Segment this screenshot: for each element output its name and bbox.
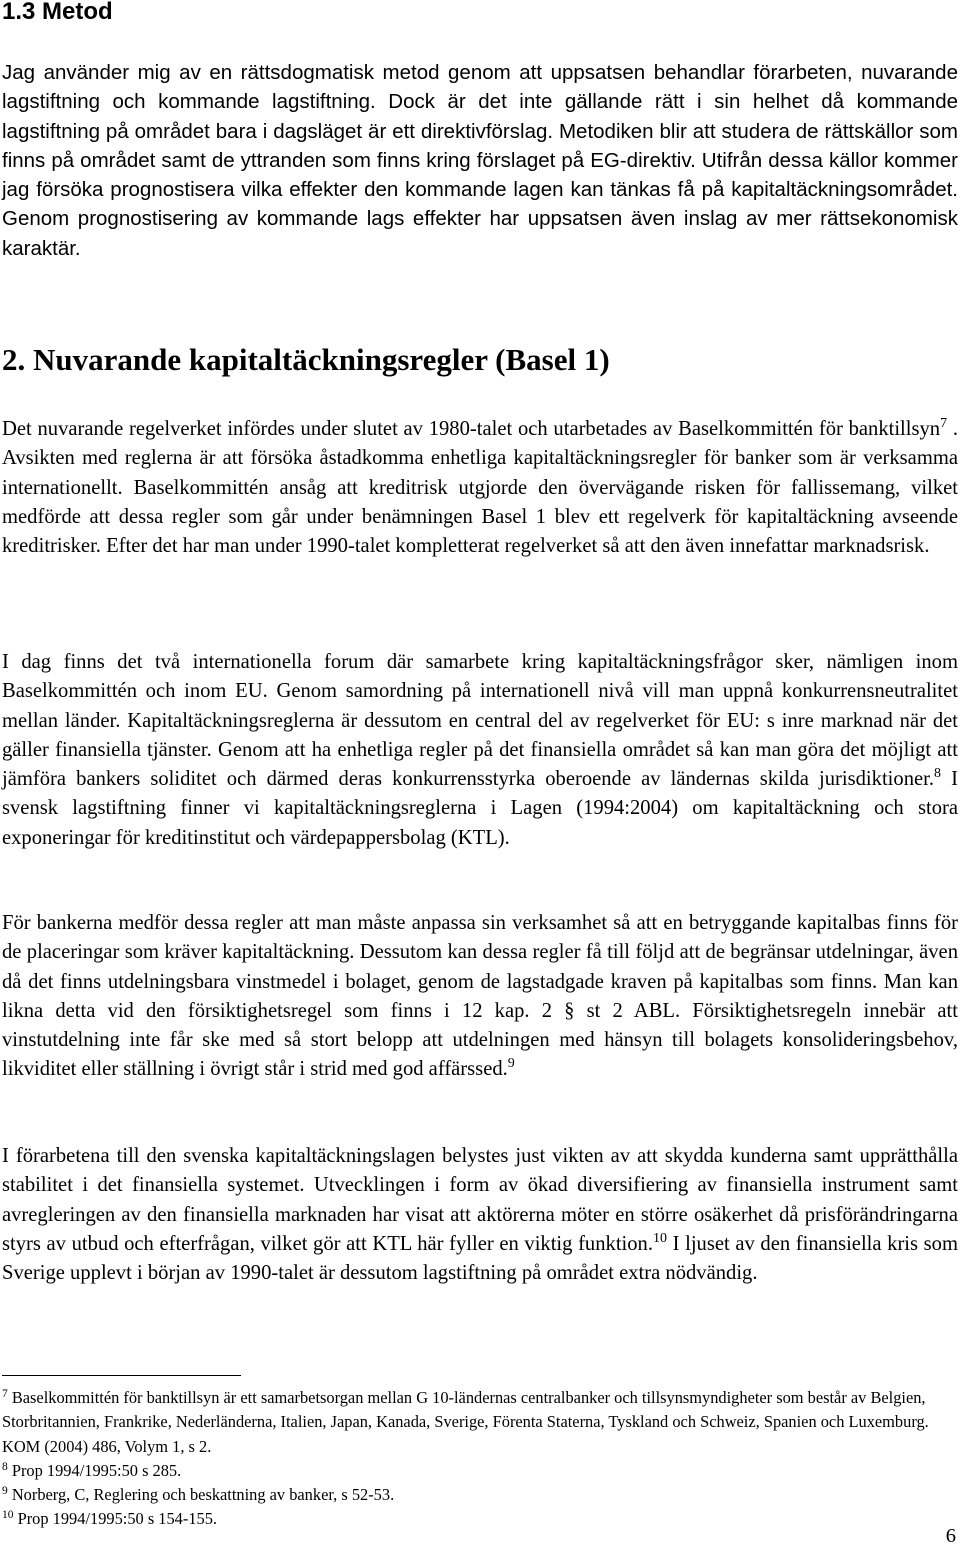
footnote-divider (2, 1375, 241, 1376)
paragraph-text: I dag finns det två internationella forum där samarbete kring kapitaltäckningsfrågor sker, nämligen inom Baselkommittén och inom EU. Genom samordning på internationell nivå vill man uppnå konkurrensneutralitet mellan länder. Kapitaltäckningsreglerna är dessutom en central del av regelverket för EU: s inre marknad när det gäller finansiella tjänster. Genom att ha enhetliga regler på det finansiella området så kan man göra det möjligt att jämföra bankers soliditet och därmed deras konkurrensstyrka oberoende av ländernas skilda jurisdiktioner. (2, 651, 958, 791)
page-number: 6 (945, 1525, 956, 1547)
footnote-ref-7: 7 (940, 416, 948, 431)
footnote-ref-9: 9 (507, 1056, 515, 1072)
footnote-ref-8: 8 (934, 766, 941, 782)
body-paragraph-3 (2, 909, 958, 1085)
footnote-9 (2, 1483, 952, 1507)
footnote-text: Prop 1994/1995:50 s 285. (7, 1460, 182, 1480)
footnote-number: 10 (2, 1509, 14, 1522)
paragraph-text: I förarbetena till den svenska kapitaltäckningslagen belystes just vikten av att skydda kunderna samt upprätthålla stabilitet i det finansiella systemet. Utvecklingen i form av ökad diversifiering av finansiella instrument samt avregleringen av den finansiella marknaden har visat att aktörerna möter en större osäkerhet då prisförändringarna styrs av utbud och efterfrågan, vilket gör att KTL här fyller en viktig funktion. (2, 1145, 958, 1255)
footnote-7 (2, 1386, 952, 1459)
paragraph-text: Det nuvarande regelverket infördes under slutet av 1980-talet och utarbetades av Baselkommittén för banktillsyn (2, 418, 941, 440)
paragraph-text: För bankerna medför dessa regler att man måste anpassa sin verksamhet så att en betryggande kapitalbas finns för de placeringar som kräver kapitaltäckning. Dessutom kan dessa regler få till följd att de begränsar utdelningar, även då det finns utdelningsbara vinstmedel i bolaget, genom de lagstadgade kraven på kapitalbas som finns. Man kan likna detta vid den försiktighetsregel som finns i 12 kap. 2 § st 2 ABL. Försiktighetsregeln innebär att vinstutdelning inte får ske med så stort belopp att utdelningen med hänsyn till bolagets konsolideringsbehov, likviditet eller ställning i övrigt står i strid med god affärssed. (2, 912, 958, 1081)
chapter-heading-basel-1: 2. Nuvarande kapitaltäckningsregler (Basel 1) (2, 342, 610, 377)
footnote-text: Baselkommittén för banktillsyn är ett samarbetsorgan mellan G 10-ländernas centralbanker och tillsynsmyndigheter som består av Belgien, Storbritannien, Frankrike, Nederländerna, Italien, Japan, Kanada, Sverige, Förenta Staterna, Tyskland och Schweiz, Spanien och Luxemburg. KOM (2004) 486, Volym 1, s 2. (2, 1388, 929, 1456)
paragraph-text: I svensk lagstiftning finner vi kapitaltäckningsreglerna i Lagen (1994:2004) om kapitaltäckning och stora exponeringar för kreditinstitut och värdepappersbolag (KTL). (2, 768, 958, 849)
body-paragraph-2 (2, 648, 958, 853)
footnotes (2, 1386, 952, 1532)
footnote-10 (2, 1507, 952, 1531)
footnote-text: Norberg, C, Reglering och beskattning av banker, s 52-53. (7, 1485, 395, 1505)
footnote-ref-10: 10 (653, 1230, 668, 1246)
metod-paragraph: Jag använder mig av en rättsdogmatisk metod genom att uppsatsen behandlar förarbeten, nuvarande lagstiftning och kommande lagstiftning. Dock är det inte gällande rätt i sin helhet då kommande lagstiftning på området bara i dagsläget är ett direktivförslag. Metodiken blir att studera de rättskällor som finns på området samt de yttranden som finns kring förslaget på EG-direktiv. Utifrån dessa källor kommer jag försöka prognostisera vilka effekter den kommande lagen kan tänkas få på kapitaltäckningsområdet. Genom prognostisering av kommande lags effekter har uppsatsen även inslag av mer rättsekonomisk karaktär. (2, 61, 958, 260)
paragraph-text: . Avsikten med reglerna är att försöka åstadkomma enhetliga kapitaltäckningsregler för banker som är verksamma internationellt. Baselkommittén ansåg att kreditrisk utgjorde den övervägande risken för fallissemang, vilket medförde att dessa regler som går under benämningen Basel 1 blev ett regelverk för kapitaltäckning avseende kreditrisker. Efter det har man under 1990-talet kompletterat regelverket så att den även innefattar marknadsrisk. (2, 418, 958, 558)
footnote-number: 9 (2, 1485, 8, 1498)
footnote-number: 7 (2, 1388, 8, 1400)
footnote-text: Prop 1994/1995:50 s 154-155. (13, 1509, 218, 1529)
footnote-number: 8 (2, 1460, 8, 1473)
paragraph-text: I ljuset av den finansiella kris som Sverige upplevt i början av 1990-talet är dessutom lagstiftning på området extra nödvändig. (2, 1232, 958, 1285)
body-paragraph-4 (2, 1142, 958, 1288)
section-heading-metod: 1.3 Metod (2, 0, 113, 25)
footnote-8 (2, 1459, 952, 1483)
body-paragraph-1 (2, 415, 958, 561)
